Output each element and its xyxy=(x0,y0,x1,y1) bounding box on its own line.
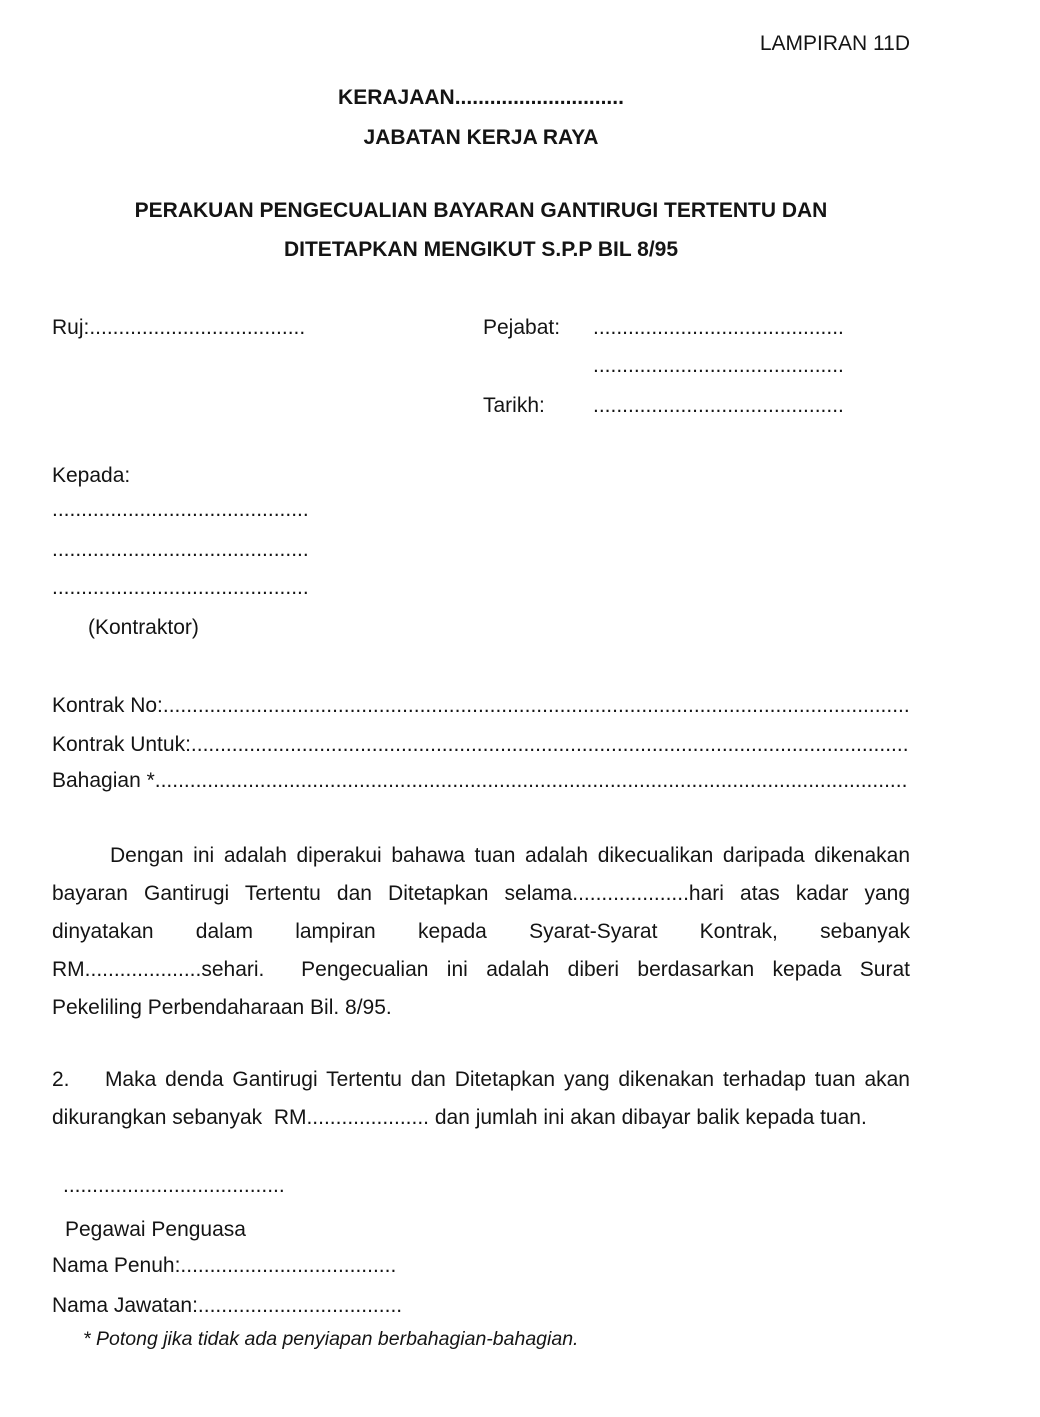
kerajaan-heading: KERAJAAN............................. xyxy=(338,86,624,109)
tarikh-dotted-line: ........................................... xyxy=(593,394,844,417)
kepada-dotted-line-3: ............................................ xyxy=(52,576,309,599)
ref-row-3 xyxy=(52,394,910,426)
lampiran-label: LAMPIRAN 11D xyxy=(759,32,910,55)
pejabat-label: Pejabat: xyxy=(483,316,561,339)
paragraph-1-line-4: RM....................sehari. Pengecualian ini adalah diberi berdasarkan kepada Surat xyxy=(52,958,910,981)
paragraph-1-line-3: dinyatakan dalam lampiran kepada Syarat-Syarat Kontrak, sebanyak xyxy=(52,920,910,943)
ref-row-1 xyxy=(52,316,910,348)
form-title-line1: PERAKUAN PENGECUALIAN BAYARAN GANTIRUGI TERTENTU DAN xyxy=(134,199,828,222)
nama-penuh-field: Nama Penuh:..................................... xyxy=(52,1254,397,1277)
jabatan-heading: JABATAN KERJA RAYA xyxy=(363,126,599,149)
footnote: * Potong jika tidak ada penyiapan berbahagian-bahagian. xyxy=(83,1328,579,1350)
paragraph-1 xyxy=(52,837,910,1027)
ref-row-2 xyxy=(52,354,910,386)
signature-dotted-line: ...................................... xyxy=(63,1174,285,1197)
paragraph-2 xyxy=(52,1061,910,1137)
pejabat-dotted-line-2: ........................................... xyxy=(593,354,844,377)
nama-jawatan-field: Nama Jawatan:................................... xyxy=(52,1294,403,1317)
pegawai-penguasa-label: Pegawai Penguasa xyxy=(65,1218,246,1241)
kontrak-untuk-field: Kontrak Untuk:........................................................................................................................... xyxy=(52,733,909,756)
tarikh-label: Tarikh: xyxy=(483,394,545,417)
pejabat-dotted-line-1: ........................................... xyxy=(593,316,844,339)
kontrak-no-field: Kontrak No:................................................................................................................................ xyxy=(52,694,910,717)
bahagian-field: Bahagian *................................................................................................................................. xyxy=(52,769,908,792)
paragraph-2-line-2: dikurangkan sebanyak RM..................... dan jumlah ini akan dibayar balik kepada tuan. xyxy=(52,1106,867,1129)
paragraph-1-line-5: Pekeliling Perbendaharaan Bil. 8/95. xyxy=(52,996,392,1019)
paragraph-2-line-1: 2. Maka denda Gantirugi Tertentu dan Ditetapkan yang dikenakan terhadap tuan akan xyxy=(52,1068,910,1091)
kontraktor-caption: (Kontraktor) xyxy=(88,616,199,639)
kepada-dotted-line-2: ............................................ xyxy=(52,538,309,561)
form-title-line2: DITETAPKAN MENGIKUT S.P.P BIL 8/95 xyxy=(283,238,679,261)
kepada-label: Kepada: xyxy=(52,464,131,487)
paragraph-1-line-1: Dengan ini adalah diperakui bahawa tuan adalah dikecualikan daripada dikenakan xyxy=(110,844,910,867)
kepada-dotted-line-1: ............................................ xyxy=(52,498,309,521)
ruj-field: Ruj:..................................... xyxy=(52,316,306,339)
paragraph-1-line-2: bayaran Gantirugi Tertentu dan Ditetapkan selama....................hari atas kadar yang xyxy=(52,882,910,905)
